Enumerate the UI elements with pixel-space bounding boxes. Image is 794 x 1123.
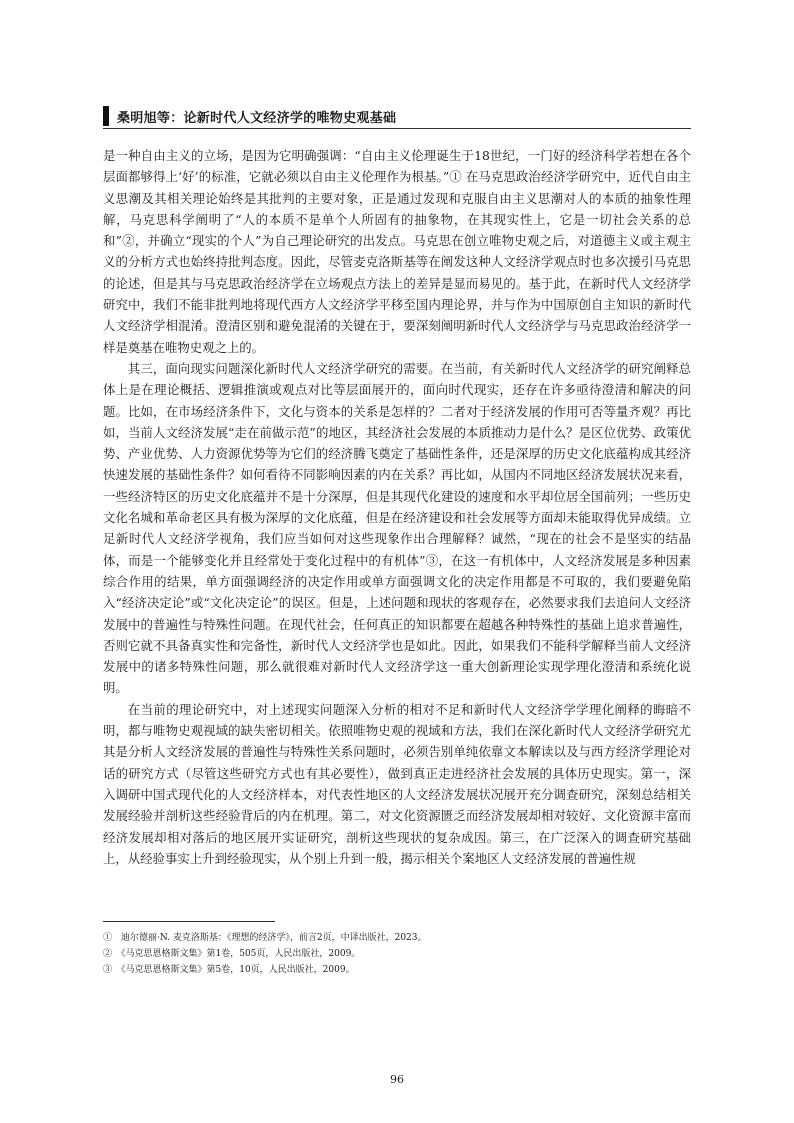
- footnotes: [103, 930, 691, 978]
- footnote: ③ 《马克思恩格斯文集》第5卷，10页，人民出版社，2009。: [103, 965, 355, 975]
- running-header: [103, 104, 691, 129]
- page-number: 96: [390, 1073, 404, 1086]
- header-title: 桑明旭等：论新时代人文经济学的唯物史观基础: [117, 111, 397, 126]
- footnote-separator: [103, 921, 275, 922]
- footnote: ① 迪尔德丽·N. 麦克洛斯基：《理想的经济学》，前言2页，中译出版社，2023。: [103, 933, 427, 943]
- footnote: ② 《马克思恩格斯文集》第1卷，505页，人民出版社，2009。: [103, 949, 361, 959]
- paragraph: 在当前的理论研究中，对上述现实问题深入分析的相对不足和新时代人文经济学学理化阐释的晦暗不明，都与唯物史观视域的缺失密切相关。依照唯物史观的视域和方法，我们在深化新时代人文经济学研究尤其是分析人文经济发展的普遍性与特殊性关系问题时，必须告别单纯依靠文本解读以及与西方经济学理论对话的研究方式（尽管这些研究方式也有其必要性），做到真正走进经济社会发展的具体历史现实。第一，深入调研中国式现代化的人文经济样本，对代表性地区的人文经济发展状况展开充分调查研究，深刻总结相关发展经验并剖析这些经验背后的内在机理。第二，对文化资源匮乏而经济发展却相对较好、文化资源丰富而经济发展却相对落后的地区展开实证研究，剖析这些现状的复杂成因。第三，在广泛深入的调查研究基础上，从经验事实上升到经验现实，从个别上升到一般，揭示相关个案地区人文经济发展的普遍性规: [103, 701, 691, 866]
- paragraph: 其三，面向现实问题深化新时代人文经济学研究的需要。在当前，有关新时代人文经济学的研究阐释总体上是在理论概括、逻辑推演或观点对比等层面展开的，面向时代现实，还存在许多亟待澄清和解决的问题。比如，在市场经济条件下，文化与资本的关系是怎样的？二者对于经济发展的作用可否等量齐观？再比如，当前人文经济发展“走在前做示范”的地区，其经济社会发展的本质推动力是什么？是区位优势、政策优势、产业优势、人力资源优势等为它们的经济腾飞奠定了基础性条件，还是深厚的历史文化底蕴构成其经济快速发展的基础性条件？如何看待不同影响因素的内在关系？再比如，从国内不同地区经济发展状况来看，一些经济特区的历史文化底蕴并不是十分深厚，但是其现代化建设的速度和水平却位居全国前列；一些历史文化名城和革命老区具有极为深厚的文化底蕴，但是在经济建设和社会发展等方面却未能取得优异成绩。立足新时代人文经济学视角，我们应当如何对这些现象作出合理解释？诚然，“现在的社会不是坚实的结晶体，而是一个能够变化并且经常处于变化过程中的有机体”③，在这一有机体中，人文经济发展是多种因素综合作用的结果，单方面强调经济的决定作用或单方面强调文化的决定作用都是不可取的，我们要避免陷入“经济决定论”或“文化决定论”的误区。但是，上述问题和现状的客观存在，必然要求我们去追问人文经济发展中的普遍性与特殊性问题。在现代社会，任何真正的知识都要在超越各种特殊性的基础上追求普遍性，否则它就不具备真实性和完备性，新时代人文经济学也是如此。因此，如果我们不能科学解释当前人文经济发展中的诸多特殊性问题，那么就很难对新时代人文经济学这一重大创新理论实现学理化澄清和系统化说明。: [103, 360, 691, 696]
- header-bar-decoration: [103, 106, 109, 126]
- body-text: [103, 145, 691, 869]
- paragraph: 是一种自由主义的立场，是因为它明确强调：“自由主义伦理诞生于18世纪，一门好的经济科学若想在各个层面都够得上‘好’的标准，它就必须以自由主义伦理作为根基。”① 在马克思政治经济学研究中，近代自由主义思潮及其相关理论始终是其批判的主要对象，正是通过发现和克服自由主义思潮对人的本质的抽象性理解，马克思科学阐明了“人的本质不是单个人所固有的抽象物，在其现实性上，它是一切社会关系的总和”②，并确立“现实的个人”为自己理论研究的出发点。马克思在创立唯物史观之后，对道德主义或主观主义的分析方式也始终持批判态度。因此，尽管麦克洛斯基等在阐发这种人文经济学观点时也多次援引马克思的论述，但是其与马克思政治经济学在立场观点方法上的差异是显而易见的。基于此，在新时代人文经济学研究中，我们不能非批判地将现代西方人文经济学平移至国内理论界，并与作为中国原创自主知识的新时代人文经济学相混淆。澄清区别和避免混淆的关键在于，要深刻阐明新时代人文经济学与马克思政治经济学一样是奠基在唯物史观之上的。: [103, 148, 691, 355]
